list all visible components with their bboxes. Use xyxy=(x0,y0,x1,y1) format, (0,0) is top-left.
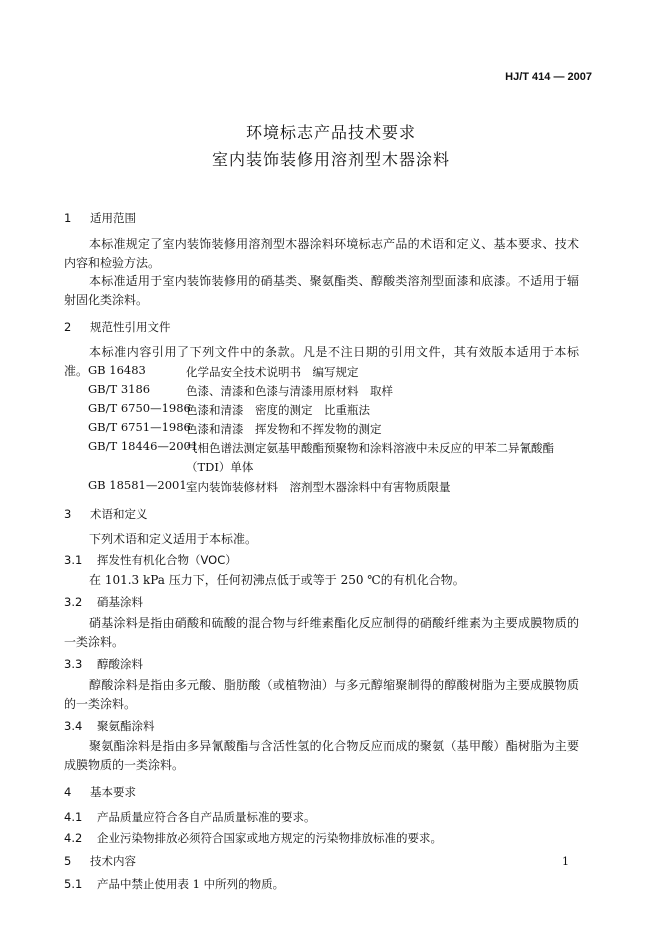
section-2-heading xyxy=(64,319,171,335)
term-title: 挥发性有机化合物（VOC） xyxy=(97,553,237,567)
paragraph: 本标准内容引用了下列文件中的条款。凡是不注日期的引用文件，其有效版本适用于本标准。 xyxy=(64,345,579,378)
term-number: 3.2 xyxy=(64,595,83,609)
section-4-heading xyxy=(64,784,136,800)
section-title: 基本要求 xyxy=(90,785,136,799)
section-title: 技术内容 xyxy=(90,854,136,868)
standard-number: HJ/T 414 — 2007 xyxy=(505,71,592,83)
section-1-heading xyxy=(64,210,136,226)
reference-title: 色漆和清漆 挥发物和不挥发物的测定 xyxy=(186,422,382,436)
paragraph: 本标准适用于室内装饰装修用的硝基类、聚氨酯类、醇酸类溶剂型面漆和底漆。不适用于辐射固化类涂料。 xyxy=(64,274,579,307)
reference-item xyxy=(88,420,586,439)
section-number: 3 xyxy=(64,507,72,521)
title-line-1: 环境标志产品技术要求 xyxy=(245,123,416,142)
term-3-1-heading xyxy=(64,552,237,568)
item-number: 5.1 xyxy=(64,877,83,891)
section-title: 适用范围 xyxy=(90,211,136,225)
term-number: 3.1 xyxy=(64,553,83,567)
reference-code: GB/T 6751—1986 xyxy=(88,420,191,434)
item-number: 4.1 xyxy=(64,810,83,824)
term-3-3-heading xyxy=(64,656,143,672)
paragraph: 在 101.3 kPa 压力下，任何初沸点低于或等于 250 ℃的有机化合物。 xyxy=(89,573,465,587)
reference-code: GB/T 3186 xyxy=(88,382,151,396)
requirement-item xyxy=(64,830,442,846)
reference-code: GB 16483 xyxy=(88,363,146,377)
term-number: 3.3 xyxy=(64,657,83,671)
item-number: 4.2 xyxy=(64,831,83,845)
title-line-2: 室内装饰装修用溶剂型木器涂料 xyxy=(211,150,450,169)
paragraph: 硝基涂料是指由硝酸和硫酸的混合物与纤维素酯化反应制得的硝酸纤维素为主要成膜物质的一类涂料。 xyxy=(64,616,579,649)
paragraph: 聚氨酯涂料是指由多异氰酸酯与含活性氢的化合物反应而成的聚氨（基甲酸）酯树脂为主要成膜物质的一类涂料。 xyxy=(64,739,579,772)
term-3-2-heading xyxy=(64,594,143,610)
reference-code: GB 18581—2001 xyxy=(88,478,187,492)
page-number: 1 xyxy=(562,855,569,868)
section-5-heading xyxy=(64,853,136,869)
reference-title: 气相色谱法测定氨基甲酸酯预聚物和涂料溶液中未反应的甲苯二异氰酸酯（TDI）单体 xyxy=(186,441,554,474)
item-text: 产品中禁止使用表 1 中所列的物质。 xyxy=(97,877,285,891)
requirement-item xyxy=(64,809,316,825)
term-title: 硝基涂料 xyxy=(97,595,143,609)
reference-item xyxy=(88,478,586,497)
term-3-4-heading xyxy=(64,718,155,734)
term-number: 3.4 xyxy=(64,719,83,733)
section-number: 1 xyxy=(64,211,72,225)
term-title: 聚氨酯涂料 xyxy=(97,719,155,733)
item-text: 产品质量应符合各自产品质量标准的要求。 xyxy=(97,810,316,824)
section-title: 规范性引用文件 xyxy=(90,320,171,334)
paragraph: 下列术语和定义适用于本标准。 xyxy=(89,532,258,546)
section-3-heading xyxy=(64,506,148,522)
term-title: 醇酸涂料 xyxy=(97,657,143,671)
reference-title: 色漆和清漆 密度的测定 比重瓶法 xyxy=(186,403,370,417)
reference-item xyxy=(88,382,586,401)
paragraph: 本标准规定了室内装饰装修用溶剂型木器涂料环境标志产品的术语和定义、基本要求、技术内容和检验方法。 xyxy=(64,237,579,270)
reference-item xyxy=(88,439,586,477)
reference-code: GB/T 6750—1986 xyxy=(88,401,191,415)
reference-item xyxy=(88,401,586,420)
section-number: 2 xyxy=(64,320,72,334)
requirement-item xyxy=(64,876,284,892)
section-number: 4 xyxy=(64,785,72,799)
reference-item xyxy=(88,363,586,382)
item-text: 企业污染物排放必须符合国家或地方规定的污染物排放标准的要求。 xyxy=(97,831,442,845)
reference-title: 色漆、清漆和色漆与清漆用原材料 取样 xyxy=(186,384,393,398)
reference-title: 化学品安全技术说明书 编写规定 xyxy=(186,365,359,379)
reference-code: GB/T 18446—2001 xyxy=(88,439,199,453)
section-number: 5 xyxy=(64,854,72,868)
section-title: 术语和定义 xyxy=(90,507,148,521)
reference-title: 室内装饰装修材料 溶剂型木器涂料中有害物质限量 xyxy=(186,480,451,494)
paragraph: 醇酸涂料是指由多元酸、脂肪酸（或植物油）与多元醇缩聚制得的醇酸树脂为主要成膜物质的一类涂料。 xyxy=(64,678,579,711)
